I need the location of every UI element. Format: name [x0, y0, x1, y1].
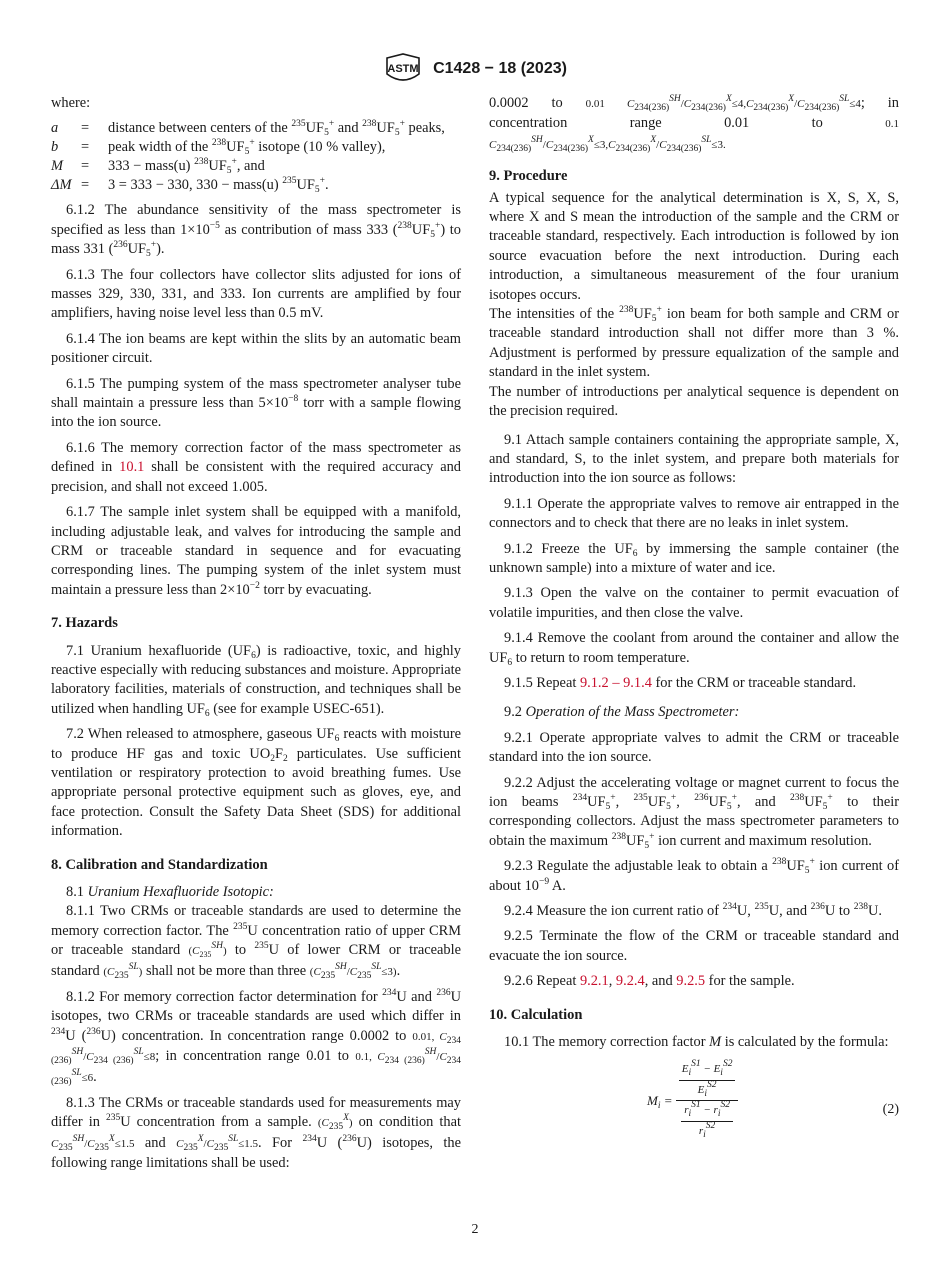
paragraph-9-1-4: 9.1.4 Remove the coolant from around the container and allow the $UF_6$ to return to room temperature. [489, 630, 899, 668]
paragraph-9-1-2: 9.1.2 Freeze the $UF_6$ by immersing the sample container (the unknown sample) into a mixture of water and ice. [489, 540, 899, 576]
paragraph-6-1-5: 6.1.5 The pumping system of the mass spectrometer analyser tube shall maintain a pressure less than $5\times 10^{-8}$ torr with a sample flowing into the ion source. [51, 375, 461, 431]
paragraph-8-1: 8.1 Uranium Hexafluoride Isotopic: [66, 884, 274, 900]
right-column [489, 94, 899, 1160]
section-link-9-2-4[interactable]: 9.2.4 [615, 973, 645, 990]
paragraph-10-1: 10.1 The memory correction factor M is calculated by the formula: [504, 1034, 889, 1051]
definition-row: M = 333 − mass(u) $^{238}UF_5^+$, and [51, 157, 265, 177]
definition-row: a = distance between centers of the $^{235}UF_5^+$ and $^{238}UF_5^+$ peaks, [51, 119, 445, 139]
where-label: where: [51, 95, 91, 111]
section-link-10-1[interactable]: 10.1 [119, 459, 145, 476]
paragraph-8-1-2: 8.1.2 For memory correction factor determination for $^{234}$U and $^{236}$U isotopes, two CRMs or traceable standards are used which differ in $^{234}$U ($^{236}$U) concentration. In concentration range 0.0002 to 0.01, $C_{234 (236)}^{SH}/C_{234 (236)}^{SL}\le 8$; in concentration range 0.01 to 0.1, $C_{234 (236)}^{SH}/C_{234 (236)}^{SL}\le 6$. [51, 988, 462, 1087]
paragraph-9-introductions: The number of introductions per analytical sequence is dependent on the precision required. [489, 383, 899, 420]
left-column [51, 94, 461, 1180]
paragraph-6-1-7: 6.1.7 The sample inlet system shall be equipped with a manifold, including adjustable leak, and valves for introducing the sample and CRM or traceable standard in sequence and for evacuating corresponding lines. The pumping system of the inlet system must maintain a pressure less than $2\times 10^{-2}$ torr by evacuating. [51, 504, 461, 598]
memory-correction-formula: $M_i$ = $\frac{\frac{E_i^{S1} - E_i^{S2}}{E_i^{S2}}}{\frac{r_i^{S1} - r_i^{S2}}{r_i^{S2}}}$ [647, 1060, 738, 1141]
logo-text: ASTM [387, 63, 419, 75]
paragraph-9-2-5: 9.2.5 Terminate the flow of the CRM or traceable standard and evacuate the ion source. [489, 928, 899, 964]
section-heading-calibration: 8. Calibration and Standardization [51, 856, 268, 873]
document-designation: C1428 − 18 (2023) [433, 60, 567, 77]
paragraph-6-1-4: 6.1.4 The ion beams are kept within the slits by an automatic beam positioner circuit. [51, 330, 461, 367]
section-link-9-2-1[interactable]: 9.2.1 [579, 973, 609, 990]
paragraph-9-1-1: 9.1.1 Operate the appropriate valves to remove air entrapped in the connectors and to check that there are no leaks in inlet system. [489, 495, 899, 532]
paragraph-9-1-5: 9.1.5 Repeat 9.1.2 – 9.1.4 for the CRM or traceable standard. [504, 674, 857, 691]
paragraph-9-2-3: 9.2.3 Regulate the adjustable leak to obtain a $^{238}UF_5^+$ ion current of about $10^{-9}$ A. [489, 857, 900, 894]
page-header [0, 52, 950, 86]
paragraph-7-2: 7.2 When released to atmosphere, gaseous $UF_6$ reacts with moisture to produce HF gas and toxic $UO_2F_2$ particulates. Use sufficient ventilation or respiratory protection to avoid breathing fumes. Use appropriate personal protective equipment such as gloves, eye, and face protection. Consult the Safety Data Sheet (SDS) for additional information. [51, 726, 462, 840]
paragraph-9-intensities: The intensities of the $^{238}UF_5^+$ ion beam for both sample and CRM or traceable standard introduction shall not differ more than 3 %. Adjustment is performed by pressure equalization of the sample and standard in the inlet system. [489, 305, 899, 381]
definition-row: ΔM = 3 = 333 − 330, 330 − mass(u) $^{235}UF_5^+$. [51, 176, 329, 196]
paragraph-9-2-4: 9.2.4 Measure the ion current ratio of $^{234}$U, $^{235}$U, and $^{236}$U to $^{238}$U. [504, 902, 882, 920]
paragraph-8-1-3-continued: 0.0002 to 0.01 $C_{234(236)}^{SH}/C_{234(236)}^X\le 4,C_{234(236)}^X/C_{234(236)}^{SL}\le 4$; in concentration range 0.01 to 0.1 $C_{234(236)}^{SH}/C_{234(236)}^X\le 3,C_{234(236)}^X/C_{234(236)}^{SL}\le 3$. [489, 94, 900, 154]
paragraph-9-2-6: 9.2.6 Repeat 9.2.1, 9.2.4, and 9.2.5 for the sample. [504, 973, 795, 990]
section-link-9-1-2-to-9-1-4[interactable]: 9.1.2 – 9.1.4 [579, 674, 652, 691]
paragraph-9-2: 9.2 Operation of the Mass Spectrometer: [504, 704, 740, 721]
section-heading-hazards: 7. Hazards [51, 615, 118, 632]
paragraph-7-1: 7.1 Uranium hexafluoride $(UF_6)$ is radioactive, toxic, and highly reactive especially with reducing substances and moisture. Appropriate laboratory facilities, materials of construction, and techniques shall be utilized when handling $UF_6$ (see for example USEC-651). [51, 642, 461, 719]
paragraph-9-intro: A typical sequence for the analytical determination is X, S, X, S, where X and S mean the introduction of the sample and the CRM or traceable standard, respectively. Each introduction is followed by ion source evacuation before the next introduction. During each introduction, a simultaneous measurement of the four uranium isotopes occurs. [489, 189, 899, 303]
paragraph-8-1-3: 8.1.3 The CRMs or traceable standards used for measurements may differ in $^{235}$U concentration from a sample. $(C_{235}^X)$ on condition that $C_{235}^{SH}/C_{235}^X\le 1.5$ and $C_{235}^X/C_{235}^{SL}\le 1.5$. For $^{234}$U ($^{236}$U) isotopes, the following range limitations shall be used: [51, 1095, 461, 1172]
page-number: 2 [471, 1222, 479, 1237]
paragraph-9-1: 9.1 Attach sample containers containing the appropriate sample, X, and standard, S, to the inlet system, and prepare both materials for introduction into the ion source as follows: [489, 431, 899, 487]
definition-row: b = peak width of the $^{238}UF_5^+$ isotope (10 % valley), [51, 138, 386, 158]
paragraph-8-1-1: 8.1.1 Two CRMs or traceable standards are used to determine the memory correction factor. The $^{235}$U concentration ratio of upper CRM or traceable standard $(C_{235}^{SH})$ to $^{235}$U of lower CRM or traceable standard $(C_{235}^{SL})$ shall not be more than three $(C_{235}^{SH}/C_{235}^{SL}\le 3)$. [51, 903, 462, 981]
astm-logo-icon [383, 52, 423, 86]
paragraph-9-2-1: 9.2.1 Operate appropriate valves to admit the CRM or traceable standard into the ion source. [489, 729, 899, 766]
definitions-table [51, 119, 461, 195]
equation-number: (2) [882, 1102, 899, 1118]
paragraph-9-2-2: 9.2.2 Adjust the accelerating voltage or magnet current to focus the ion beams $^{234}UF_5^+$, $^{235}UF_5^+$, $^{236}UF_5^+$, and $^{238}UF_5^+$ to their corresponding collectors. Adjust the mass spectrometer parameters to obtain the maximum $^{238}UF_5^+$ ion current and maximum resolution. [489, 774, 899, 851]
section-heading-procedure: 9. Procedure [489, 168, 568, 185]
paragraph-6-1-2: 6.1.2 The abundance sensitivity of the mass spectrometer is specified as less than $1\times 10^{-5}$ as contribution of mass 333 $(^{238}UF_5^+)$ to mass 331 $(^{236}UF_5^+)$. [51, 202, 461, 260]
section-link-9-2-5[interactable]: 9.2.5 [676, 973, 706, 990]
equation-2 [489, 1060, 899, 1160]
paragraph-6-1-6: 6.1.6 The memory correction factor of the mass spectrometer as defined in 10.1 shall be consistent with the required accuracy and precision, and shall not exceed 1.005. [51, 439, 461, 495]
paragraph-6-1-3: 6.1.3 The four collectors have collector slits adjusted for ions of masses 329, 330, 331, and 333. Ion currents are amplified by four amplifiers, having noise level less than 0.5 mV. [51, 266, 461, 322]
paragraph-9-1-3: 9.1.3 Open the valve on the container to permit evacuation of volatile impurities, and then close the valve. [489, 585, 899, 621]
section-heading-calculation: 10. Calculation [489, 1006, 583, 1023]
